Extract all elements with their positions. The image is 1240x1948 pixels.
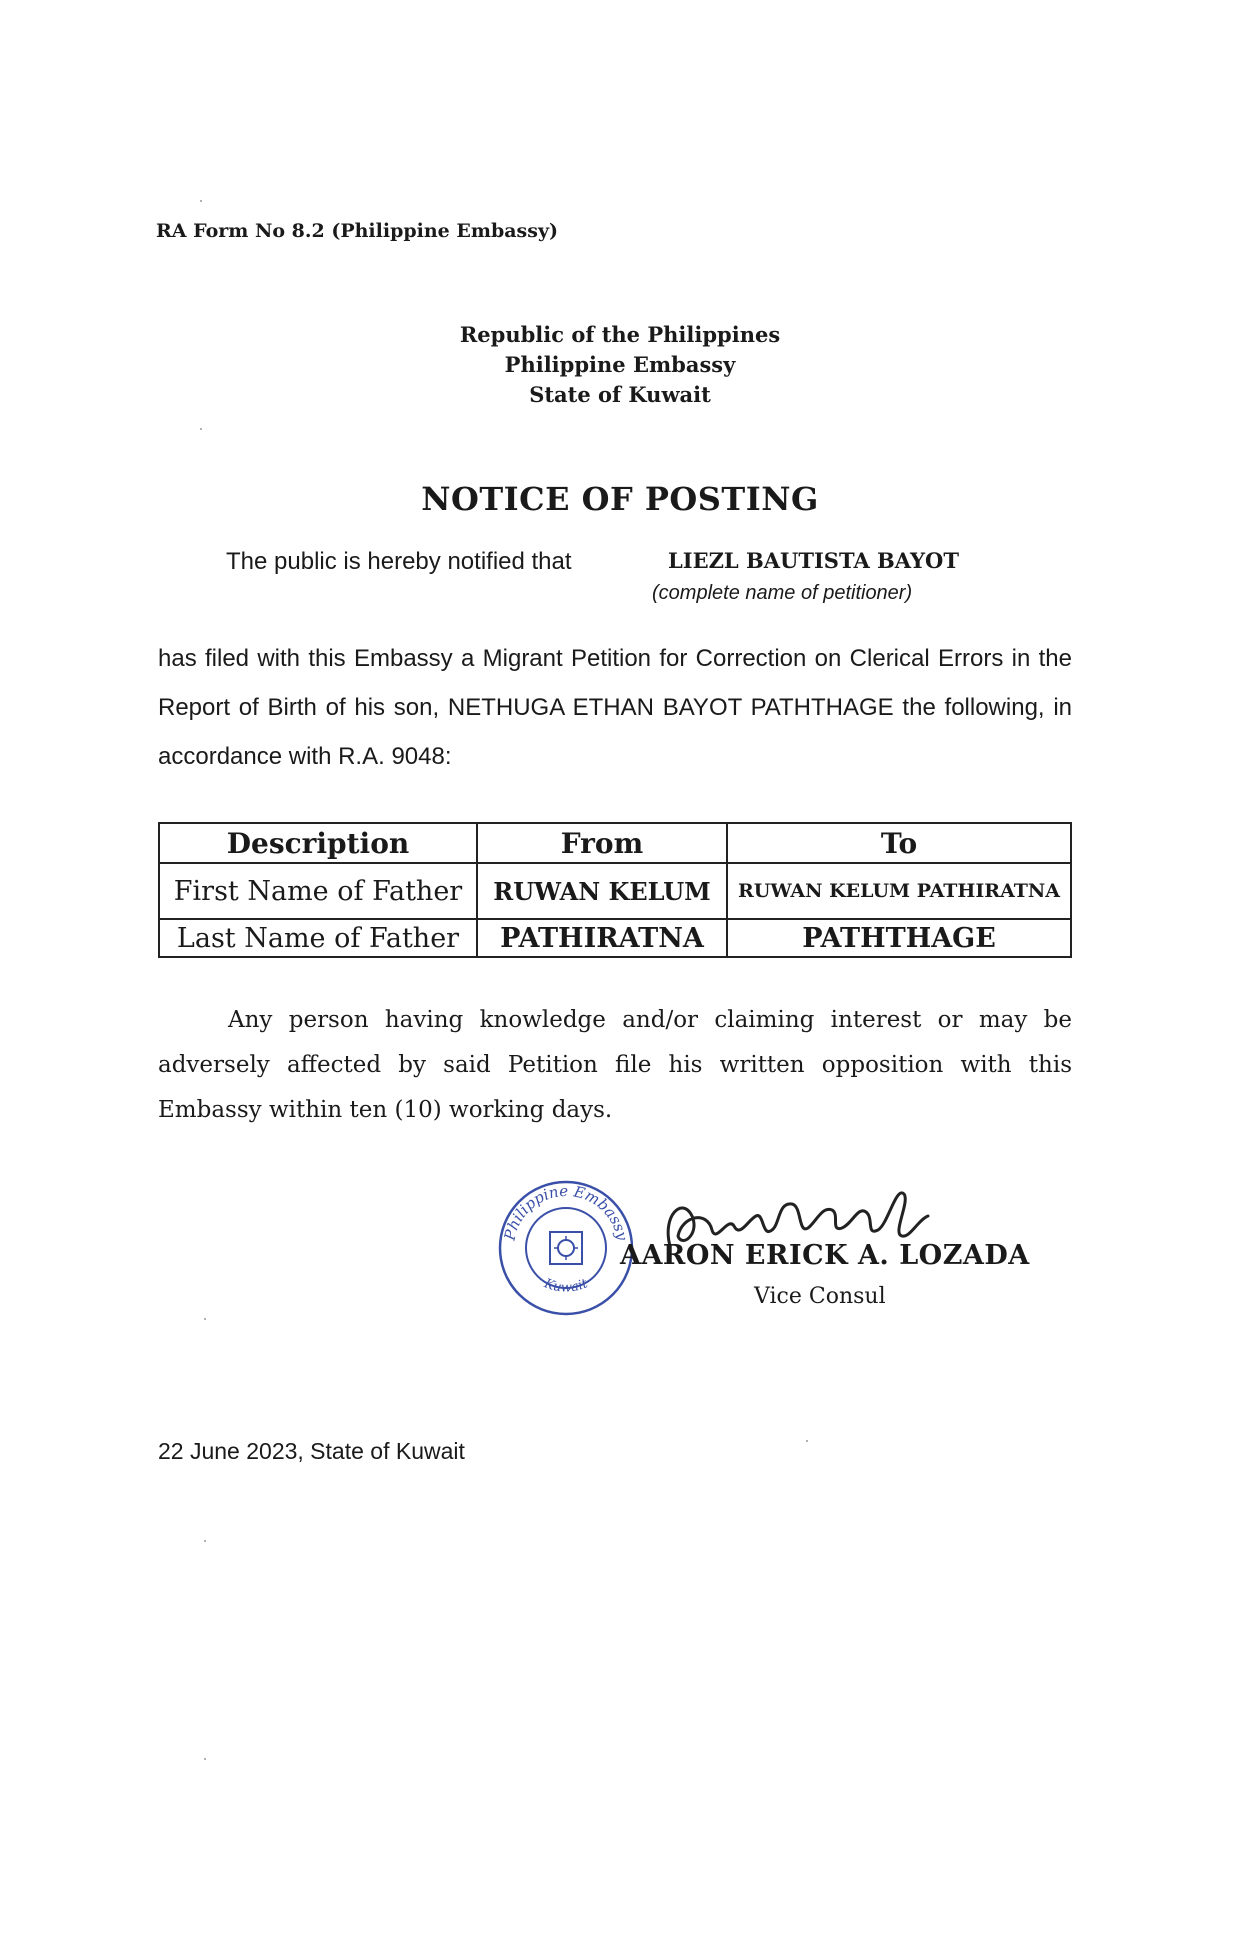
row-from: PATHIRATNA	[477, 919, 727, 957]
header-from: From	[477, 823, 727, 863]
letterhead	[0, 320, 1240, 410]
scan-speck	[204, 1540, 206, 1542]
letterhead-state: State of Kuwait	[529, 382, 711, 407]
seal-text-bottom: Kuwait	[542, 1276, 591, 1296]
letterhead-country: Republic of the Philippines	[459, 322, 781, 347]
closing-paragraph	[158, 998, 1072, 1133]
letterhead-embassy: Philippine Embassy	[504, 352, 736, 377]
scan-speck	[200, 200, 202, 202]
closing-text: Any person having knowledge and/or claiming interest or may be adversely affected by said Petition file his written opposition with this Embassy within ten (10) working days.	[158, 1007, 1072, 1123]
embassy-seal-icon	[496, 1178, 636, 1318]
table-row	[159, 919, 1071, 957]
table-row	[159, 863, 1071, 919]
row-from: RUWAN KELUM	[477, 863, 727, 919]
body-paragraph: has filed with this Embassy a Migrant Petition for Correction on Clerical Errors in the Report of Birth of his son, NETHUGA ETHAN BAYOT PATHTHAGE the following, in accordance with R.A. 9048:	[158, 645, 1072, 770]
header-description: Description	[159, 823, 477, 863]
svg-text:Kuwait	[541, 1276, 591, 1296]
scan-speck	[200, 428, 202, 430]
signatory-name: AARON ERICK A. LOZADA	[620, 1240, 1030, 1271]
correction-table	[158, 822, 1072, 958]
svg-text:Philippine Embassy	[500, 1182, 631, 1243]
signatory-position: Vice Consul	[754, 1284, 886, 1309]
scan-speck	[204, 1758, 206, 1760]
row-description: First Name of Father	[159, 863, 477, 919]
row-to: PATHTHAGE	[727, 919, 1071, 957]
row-to: RUWAN KELUM PATHIRATNA	[727, 863, 1071, 919]
form-number: RA Form No 8.2 (Philippine Embassy)	[156, 220, 558, 242]
scan-speck	[806, 1440, 808, 1442]
page-title: NOTICE OF POSTING	[421, 480, 819, 518]
row-description: Last Name of Father	[159, 919, 477, 957]
intro-text: The public is hereby notified that	[226, 548, 572, 575]
date-line: 22 June 2023, State of Kuwait	[158, 1438, 465, 1464]
seal-text-top: Philippine Embassy	[500, 1181, 632, 1242]
petitioner-name: LIEZL BAUTISTA BAYOT	[668, 548, 959, 573]
table-header-row	[159, 823, 1071, 863]
petitioner-note: (complete name of petitioner)	[652, 582, 913, 604]
header-to: To	[727, 823, 1071, 863]
scan-speck	[204, 1318, 206, 1320]
